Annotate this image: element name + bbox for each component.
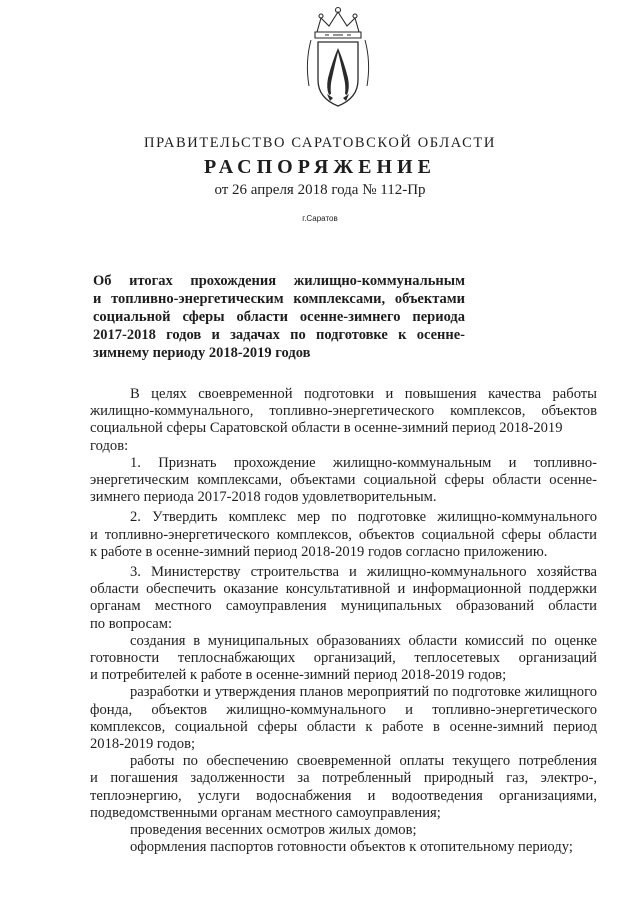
- saratov-coat-of-arms-icon: [299, 2, 377, 114]
- paragraph-subitem-passports: [90, 839, 597, 856]
- body-line: 3. Министерству строительства и жилищно-коммунального хозяйства: [130, 564, 597, 581]
- body-line: 1. Признать прохождение жилищно-коммунальным и топливно-: [130, 454, 597, 471]
- body-line: жилищно-коммунального, топливно-энергетического комплексов, объектов: [90, 403, 597, 420]
- subject-line: Об итогах прохождения жилищно-коммунальным: [93, 273, 465, 289]
- paragraph-preamble: [90, 386, 597, 455]
- government-name: ПРАВИТЕЛЬСТВО САРАТОВСКОЙ ОБЛАСТИ: [144, 135, 496, 151]
- body-line: по вопросам:: [90, 615, 173, 632]
- body-line: области обеспечить оказание консультативной и информационной поддержки: [90, 581, 597, 598]
- paragraph-item-2: [90, 509, 597, 561]
- subject-line: социальной сферы области осенне-зимнего периода: [93, 309, 465, 325]
- document-body: [90, 386, 597, 856]
- body-line: 2018-2019 годов;: [90, 736, 196, 753]
- document-date-number: от 26 апреля 2018 года № 112-Пр: [214, 182, 426, 198]
- subject-line: зимнему периоду 2018-2019 годов: [93, 345, 311, 361]
- body-line: работы по обеспечению своевременной оплаты текущего потребления: [130, 753, 597, 770]
- body-line: создания в муниципальных образованиях области комиссий по оценке: [130, 632, 597, 649]
- body-line: и потребителей к работе в осенне-зимний период 2018-2019 годов;: [90, 667, 507, 684]
- body-line: теплоэнергию, услуги водоснабжения и водоотведения организациями,: [90, 787, 597, 804]
- body-line: зимнего периода 2017-2018 годов удовлетворительным.: [90, 489, 437, 506]
- paragraph-subitem-plans: [90, 684, 597, 753]
- body-line: и погашения задолженности за потребленный природный газ, электро-,: [90, 770, 597, 787]
- subject-line: и топливно-энергетическим комплексами, объектами: [93, 291, 465, 307]
- document-subject: [93, 272, 465, 362]
- body-line: органам местного самоуправления муниципальных образований области: [90, 598, 597, 615]
- body-line: социальной сферы Саратовской области в осенне-зимний период 2018-2019 годов:: [90, 420, 563, 454]
- body-line: и топливно-энергетического комплексов, объектов социальной сферы области: [90, 526, 597, 543]
- body-line: комплексов, социальной сферы области к работе в осенне-зимний период: [90, 718, 597, 735]
- body-line: оформления паспортов готовности объектов к отопительному периоду;: [130, 839, 573, 856]
- body-line: фонда, объектов жилищно-коммунального и топливно-энергетического: [90, 701, 597, 718]
- body-line: 2. Утвердить комплекс мер по подготовке жилищно-коммунального: [130, 509, 597, 526]
- body-line: разработки и утверждения планов мероприятий по подготовке жилищного: [130, 684, 597, 701]
- paragraph-item-1: [90, 455, 597, 507]
- body-line: подведомственными органам местного самоуправления;: [90, 804, 441, 821]
- body-line: готовности теплоснабжающих организаций, теплосетевых организаций: [90, 650, 597, 667]
- paragraph-subitem-inspections: [90, 822, 597, 839]
- body-line: В целях своевременной подготовки и повышения качества работы: [130, 386, 597, 402]
- document-city: г.Саратов: [302, 214, 338, 223]
- paragraph-item-3: [90, 564, 597, 633]
- body-line: энергетическим комплексами, объектами социальной сферы области осенне-: [90, 472, 597, 489]
- body-line: проведения весенних осмотров жилых домов;: [130, 822, 417, 839]
- subject-line: 2017-2018 годов и задачах по подготовке к осенне-: [93, 327, 465, 343]
- paragraph-subitem-commissions: [90, 633, 597, 685]
- body-line: к работе в осенне-зимний период 2018-2019 годов согласно приложению.: [90, 543, 548, 560]
- document-type: РАСПОРЯЖЕНИЕ: [204, 156, 436, 178]
- paragraph-subitem-payments: [90, 753, 597, 822]
